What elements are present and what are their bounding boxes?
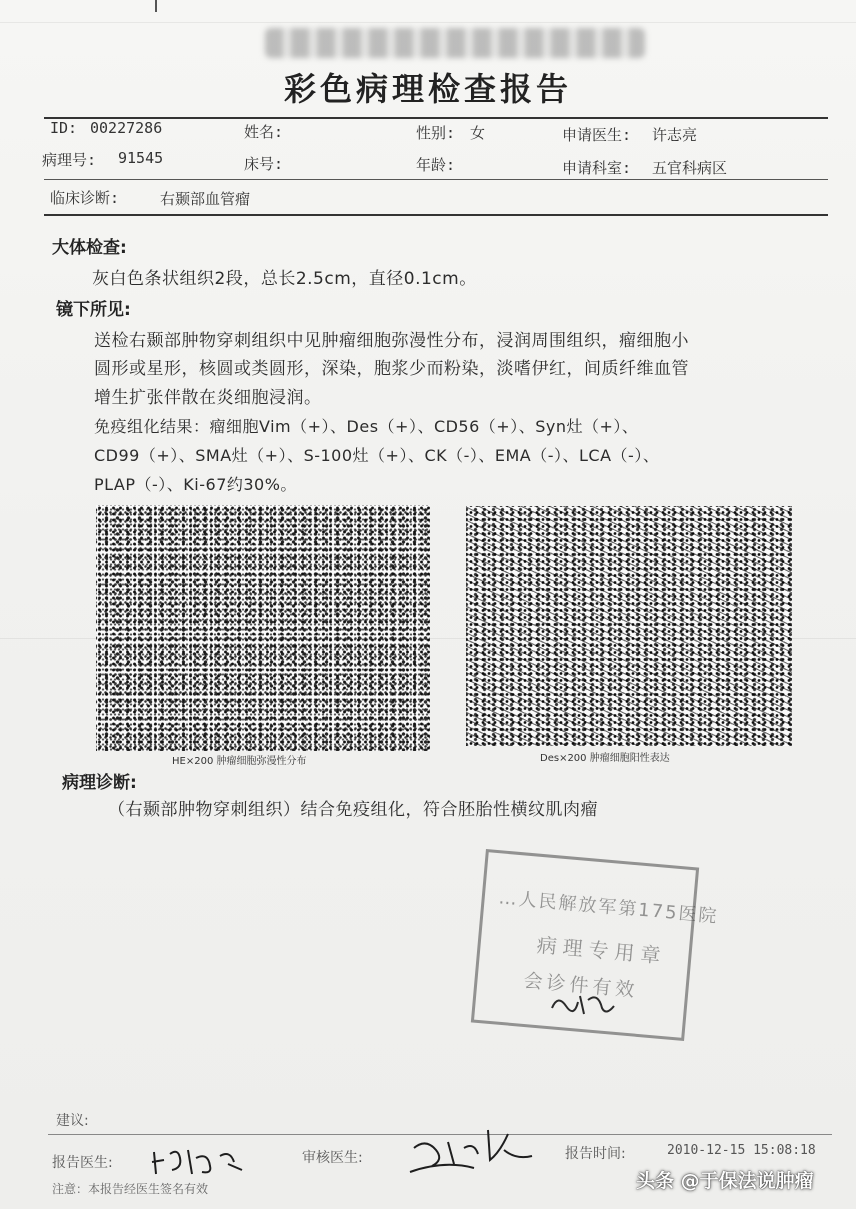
- department-value: 五官科病区: [652, 159, 728, 177]
- reviewing-doctor-label: 审核医生:: [302, 1150, 363, 1166]
- report-time-value: 2010-12-15 15:08:18: [667, 1143, 816, 1158]
- diagnosis-heading: 病理诊断:: [62, 773, 137, 793]
- stamp-line: 会诊件有效: [522, 969, 640, 1002]
- microscopy-line: 增生扩张伴散在炎细胞浸润。: [94, 388, 322, 408]
- section-divider: [44, 214, 828, 216]
- report-time-label: 报告时间:: [565, 1146, 626, 1162]
- pathology-no-value: 91545: [118, 149, 164, 167]
- reporting-doctor-signature-icon: [150, 1144, 250, 1178]
- advice-label: 建议:: [56, 1113, 89, 1129]
- gross-exam-text: 灰白色条状组织2段，总长2.5cm，直径0.1cm。: [92, 269, 477, 289]
- stamp-line: 病理专用章: [535, 932, 668, 969]
- microscopy-line: 送检右颞部肿物穿刺组织中见肿瘤细胞弥漫性分布，浸润周围组织，瘤细胞小: [94, 331, 689, 351]
- report-title: 彩色病理检查报告: [283, 70, 572, 108]
- pathology-no-label: 病理号:: [42, 151, 97, 169]
- ihc-line: CD99（+）、SMA灶（+）、S-100灶（+）、CK（-）、EMA（-）、LCA（-）、: [94, 446, 660, 465]
- ihc-line: 免疫组化结果：瘤细胞Vim（+）、Des（+）、CD56（+）、Syn灶（+）、: [94, 417, 639, 436]
- requesting-doctor-value: 许志亮: [652, 126, 698, 144]
- fold-line: [0, 22, 856, 23]
- gender-label: 性别:: [416, 124, 456, 142]
- stamp-line: …人民解放军第175医院: [497, 887, 720, 928]
- source-watermark: 头条 @于保法说肿瘤: [636, 1170, 814, 1192]
- gross-exam-heading: 大体检查:: [52, 238, 127, 258]
- he-micrograph-caption: HE×200 肿瘤细胞弥漫性分布: [172, 756, 307, 767]
- id-value: 00227286: [90, 119, 163, 137]
- header-row-divider: [44, 179, 828, 180]
- requesting-doctor-label: 申请医生:: [562, 126, 632, 144]
- he-micrograph-image: [96, 505, 430, 751]
- age-label: 年龄:: [416, 156, 456, 174]
- blurred-hospital-name: [265, 28, 645, 58]
- gender-value: 女: [470, 124, 486, 142]
- des-micrograph-image: [466, 506, 792, 746]
- diagnosis-text: （右颞部肿物穿刺组织）结合免疫组化，符合胚胎性横纹肌肉瘤: [108, 800, 598, 820]
- stamp-signature-icon: [548, 988, 618, 1020]
- des-micrograph-caption: Des×200 肿瘤细胞阳性表达: [540, 753, 670, 764]
- reporting-doctor-label: 报告医生:: [52, 1155, 113, 1171]
- department-label: 申请科室:: [562, 159, 632, 177]
- reviewing-doctor-signature-icon: [404, 1120, 540, 1178]
- clinical-diagnosis-value: 右颞部血管瘤: [160, 190, 251, 208]
- ihc-line: PLAP（-）、Ki-67约30%。: [94, 475, 297, 494]
- bed-label: 床号:: [244, 155, 284, 173]
- microscopy-heading: 镜下所见:: [56, 300, 131, 320]
- id-label: ID:: [50, 119, 78, 137]
- name-label: 姓名:: [244, 123, 284, 141]
- paper-edge-mark: [155, 0, 157, 12]
- microscopy-line: 圆形或星形，核圆或类圆形，深染，胞浆少而粉染，淡嗜伊红，间质纤维血管: [94, 359, 689, 379]
- clinical-diagnosis-label: 临床诊断:: [50, 189, 120, 207]
- signature-validity-note: 注意：本报告经医生签名有效: [52, 1182, 209, 1196]
